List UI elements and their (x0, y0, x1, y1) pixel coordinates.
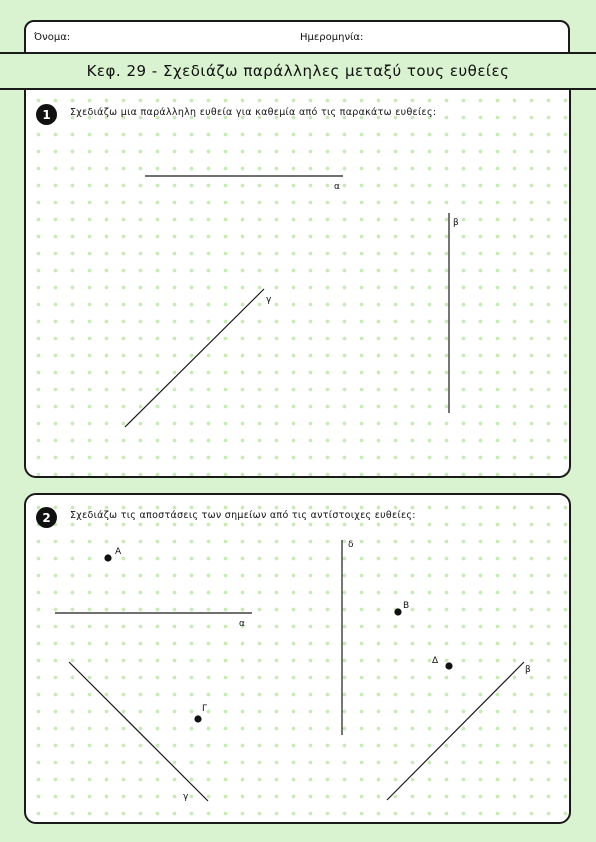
point-A (104, 554, 111, 561)
ex2-label-B: Β (403, 601, 410, 611)
ex1-label-a: α (334, 182, 340, 192)
ex2-label-G: Γ (202, 704, 208, 714)
ex1-label-b: β (453, 218, 459, 228)
page-title: Κεφ. 29 - Σχεδιάζω παράλληλες μεταξύ τους ευθείες (86, 62, 510, 80)
ex2-label-line-g: γ (183, 792, 189, 802)
point-B (394, 608, 401, 615)
exercise-1-number: 1 (36, 104, 57, 125)
point-D (445, 662, 452, 669)
exercise-2-number: 2 (36, 507, 57, 528)
ex2-label-line-d: δ (348, 540, 354, 550)
ex2-label-A: Α (115, 547, 122, 557)
ex2-label-D: Δ (432, 656, 439, 666)
ex2-line-g (69, 662, 208, 801)
ex1-label-g: γ (266, 295, 272, 305)
date-label: Ημερομηνία: (300, 32, 364, 43)
ex2-label-line-b: β (525, 665, 531, 675)
ex2-label-line-a: α (239, 619, 245, 629)
ex2-line-b (387, 662, 524, 800)
exercise-1-instruction: Σχεδιάζω μια παράλληλη ευθεία για καθεμία από τις παρακάτω ευθείες: (70, 107, 437, 118)
ex1-line-g (125, 289, 264, 427)
point-G (194, 715, 201, 722)
exercise-2-instruction: Σχεδιάζω τις αποστάσεις των σημείων από τις αντίστοιχες ευθείες: (70, 510, 416, 521)
name-label: Όνομα: (34, 32, 71, 43)
